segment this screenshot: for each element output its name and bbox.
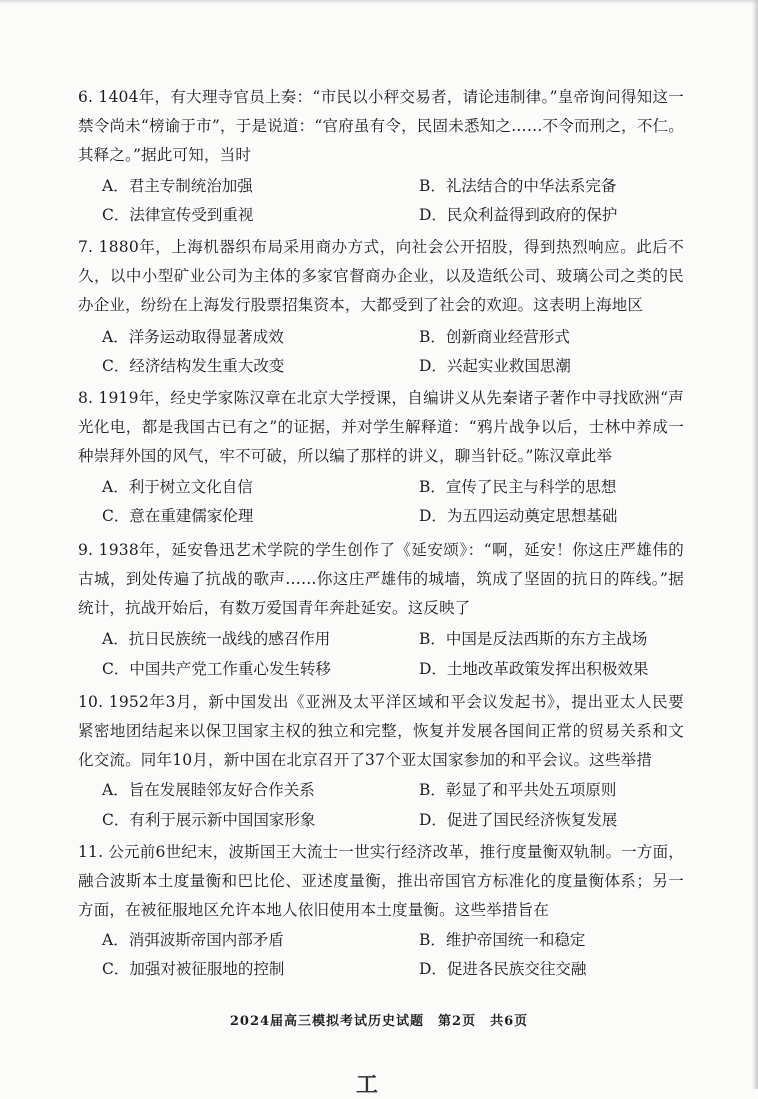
question-7-option-a: A．洋务运动取得显著成效 [102,328,284,346]
question-6-option-b: B．礼法结合的中华法系完备 [419,177,617,195]
question-6-option-c: C．法律宣传受到重视 [102,206,254,224]
question-8-stem: 8. 1919年，经史学家陈汉章在北京大学授课，自编讲义从先秦诸子著作中寻找欧洲“声光化电，都是我国古已有之”的证据，并对学生解释道：“鸦片战争以后，士林中养成一种崇拜外国的风气，牢不可破，所以编了那样的讲义，聊当针砭。”陈汉章此举 [78,389,684,465]
question-9-option-b: B．中国是反法西斯的东方主战场 [419,630,648,648]
question-10-stem: 10. 1952年3月，新中国发出《亚洲及太平洋区域和平会议发起书》，提出亚太人民要紧密地团结起来以保卫国家主权的独立和完整，恢复并发展各国间正常的贸易关系和文化交流。同年10月，新中国在北京召开了37个亚太国家参加的和平会议。这些举措 [78,693,684,769]
question-10-option-a: A．旨在发展睦邻友好合作关系 [102,781,315,799]
question-6-option-d: D．民众利益得到政府的保护 [419,206,618,224]
bottom-mark: 工 [356,1072,379,1098]
question-7-option-c: C．经济结构发生重大改变 [102,357,285,375]
question-8-option-b: B．宣传了民主与科学的思想 [419,478,617,496]
question-10-option-c: C．有利于展示新中国国家形象 [102,811,316,829]
question-6-option-a: A．君主专制统治加强 [102,177,253,195]
question-11-option-b: B．维护帝国统一和稳定 [419,931,586,949]
question-8-option-a: A．利于树立文化自信 [102,478,253,496]
question-6-stem: 6. 1404年，有大理寺官员上奏：“市民以小秤交易者，请论违制律。”皇帝询问得知这一禁令尚未“榜谕于市”，于是说道：“官府虽有令，民固未悉知之……不令而刑之，不仁。其释之。”据此可知，当时 [78,88,684,164]
question-9-option-c: C．中国共产党工作重心发生转移 [102,660,331,678]
question-11-stem: 11. 公元前6世纪末，波斯国王大流士一世实行经济改革，推行度量衡双轨制。一方面，融合波斯本土度量衡和巴比伦、亚述度量衡，推出帝国官方标准化的度量衡体系；另一方面，在被征服地区允许本地人依旧使用本土度量衡。这些举措旨在 [78,843,684,919]
scan-edge-right [752,0,758,1089]
question-11-option-d: D．促进各民族交往交融 [419,960,587,978]
question-10-option-b: B．彰显了和平共处五项原则 [419,781,617,799]
scan-edge-top [0,0,758,4]
page-footer: 2024届高三模拟考试历史试题 第2页 共6页 [229,1014,529,1029]
question-9-stem: 9. 1938年，延安鲁迅艺术学院的学生创作了《延安颂》：“啊，延安！你这庄严雄伟的古城，到处传遍了抗战的歌声……你这庄严雄伟的城墙，筑成了坚固的抗日的阵线。”据统计，抗战开始后，有数万爱国青年奔赴延安。这反映了 [78,541,684,617]
question-10-option-d: D．促进了国民经济恢复发展 [419,811,618,829]
question-11-option-c: C．加强对被征服地的控制 [102,960,285,978]
question-11-option-a: A．消弭波斯帝国内部矛盾 [102,931,284,949]
question-7-option-d: D．兴起实业救国思潮 [419,357,571,375]
question-9-option-d: D．土地改革政策发挥出积极效果 [419,660,649,678]
question-7-option-b: B．创新商业经营形式 [419,328,570,346]
question-7-stem: 7. 1880年，上海机器织布局采用商办方式，向社会公开招股，得到热烈响应。此后不久，以中小型矿业公司为主体的多家官督商办企业，以及造纸公司、玻璃公司之类的民办企业，纷纷在上海发行股票招集资本，大都受到了社会的欢迎。这表明上海地区 [78,238,684,314]
question-9-option-a: A．抗日民族统一战线的感召作用 [102,630,331,648]
question-8-option-c: C．意在重建儒家伦理 [102,507,254,525]
question-8-option-d: D．为五四运动奠定思想基础 [419,507,618,525]
